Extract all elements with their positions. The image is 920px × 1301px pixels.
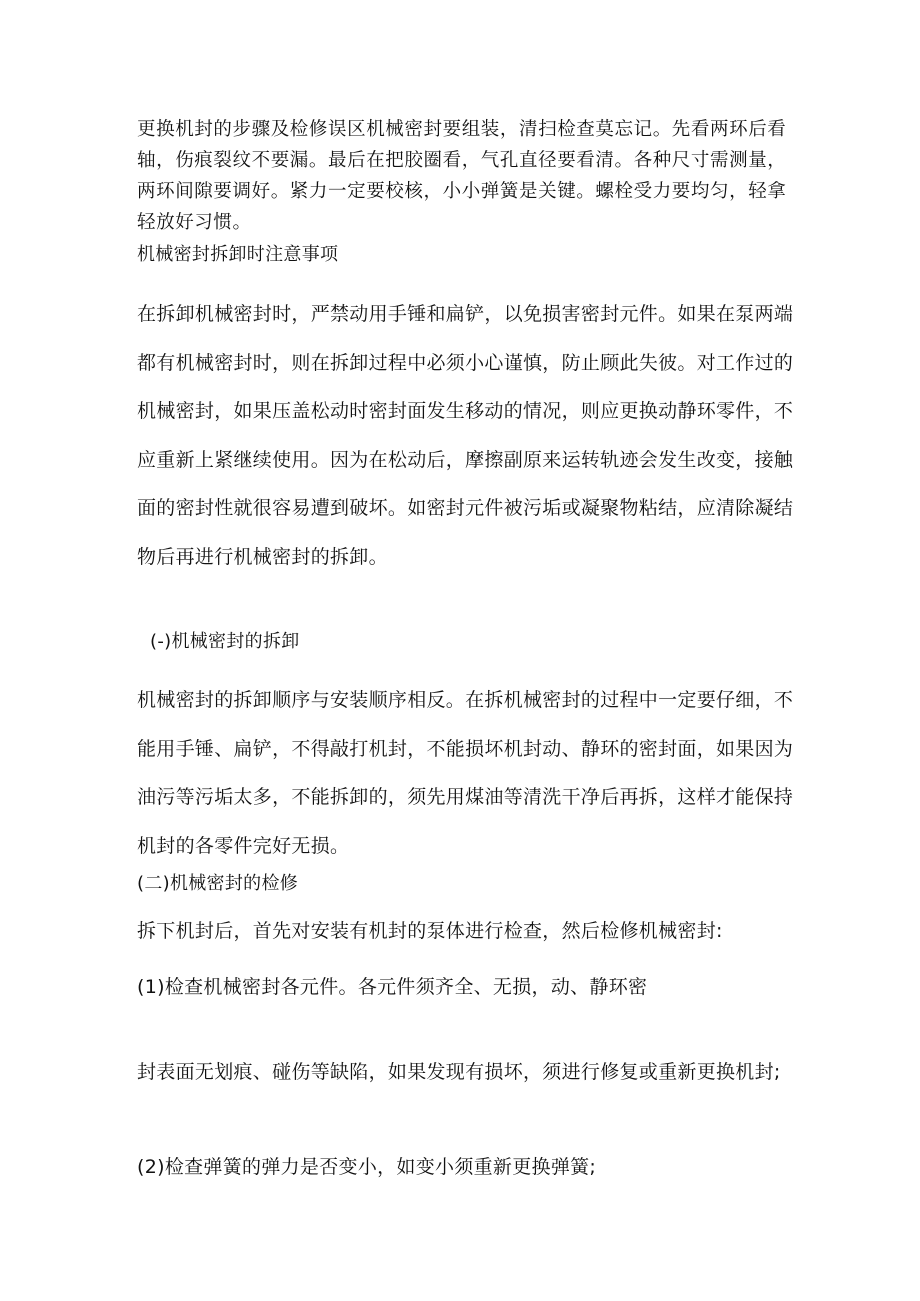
repair-item-1-end: 封表面无划痕、碰伤等缺陷，如果发现有损坏，须进行修复或重新更换机封; [137,1061,781,1083]
repair-item-2: (2)检查弹簧的弹力是否变小，如变小须重新更换弹簧; [137,1156,597,1178]
heading-disassembly: (-)机械密封的拆卸 [150,631,300,652]
repair-item-1-start: (1)检查机械密封各元件。各元件须齐全、无损，动、静环密 [137,976,648,998]
disassembly-paragraph: 机械密封的拆卸顺序与安装顺序相反。在拆机械密封的过程中一定要仔细，不能用手锤、扁铲，不得敲打机封，不能损坏机封动、静环的密封面，如果因为油污等污垢太多，不能拆卸的，须先用煤油等清洗干净后再拆，这样才能保持机封的各零件完好无损。 [137,689,794,857]
heading-repair: (二)机械密封的检修 [137,873,299,894]
repair-intro-paragraph: 拆下机封后，首先对安装有机封的泵体进行检查，然后检修机械密封: [137,920,723,942]
precautions-paragraph: 在拆卸机械密封时，严禁动用手锤和扁铲，以免损害密封元件。如果在泵两端都有机械密封时，则在拆卸过程中必须小心谨慎，防止顾此失彼。对工作过的机械密封，如果压盖松动时密封面发生移动的情况，则应更换动静环零件，不应重新上紧继续使用。因为在松动后，摩擦副原来运转轨迹会发生改变，接触面的密封性就很容易遭到破坏。如密封元件被污垢或凝聚物粘结，应清除凝结物后再进行机械密封的拆卸。 [137,303,794,568]
heading-precautions: 机械密封拆卸时注意事项 [137,244,339,265]
intro-paragraph: 更换机封的步骤及检修误区机械密封要组装，清扫检查莫忘记。先看两环后看轴，伤痕裂纹不要漏。最后在把胶圈看，气孔直径要看清。各种尺寸需测量，两环间隙要调好。紧力一定要校核，小小弹簧是关键。螺栓受力要均匀，轻拿轻放好习惯。 [137,119,787,233]
